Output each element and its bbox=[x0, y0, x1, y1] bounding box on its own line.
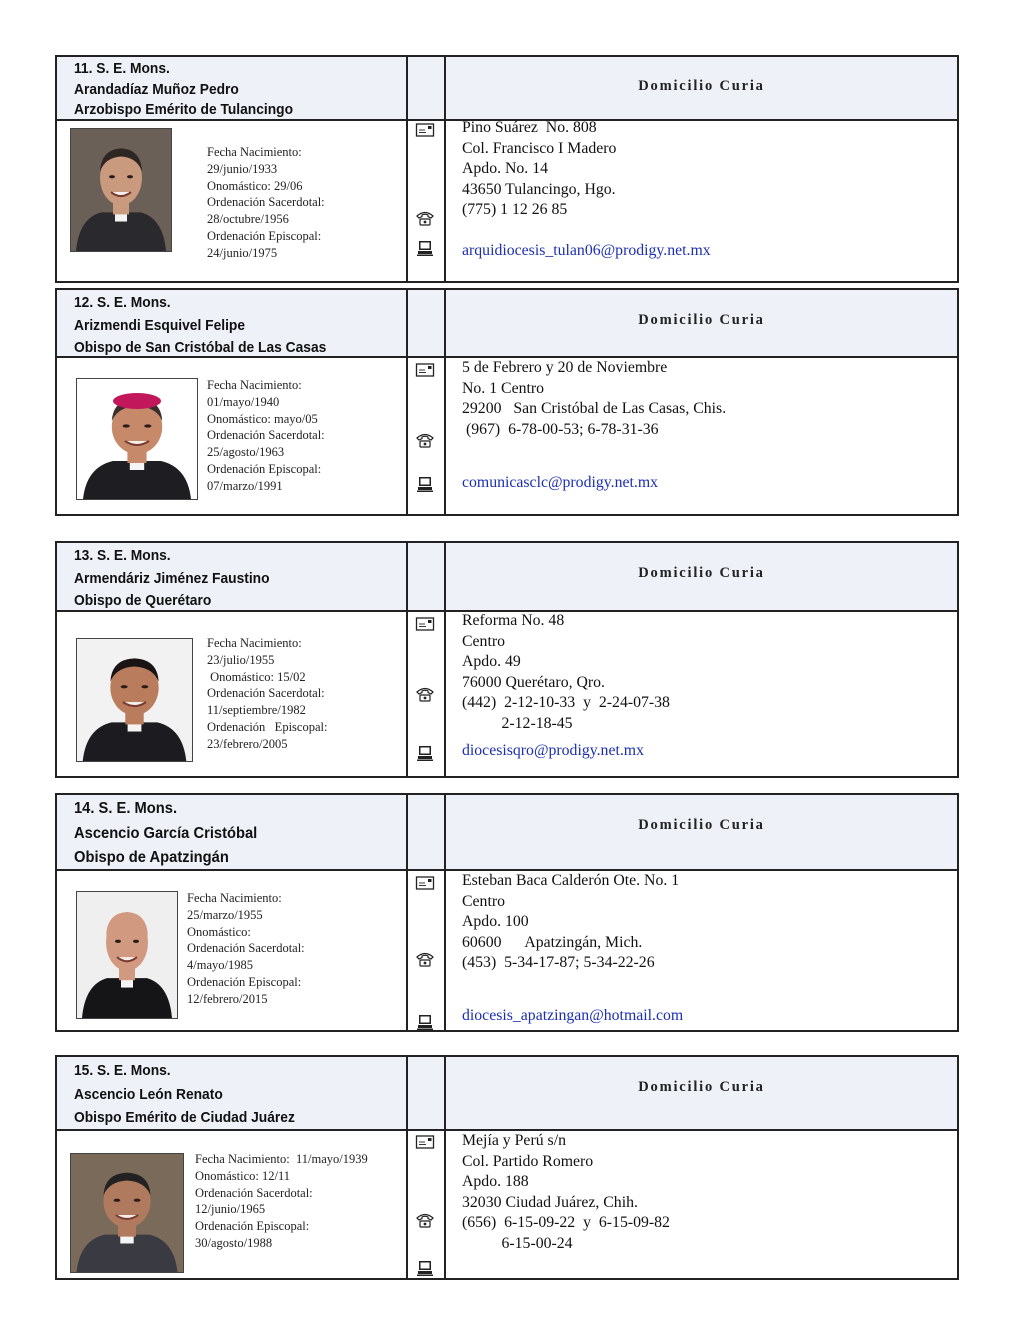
address-line: 6-15-00-24 bbox=[462, 1234, 573, 1252]
address-block bbox=[462, 118, 616, 221]
date-line: Fecha Nacimiento: bbox=[207, 145, 302, 159]
mail-icon bbox=[415, 361, 435, 379]
column-divider bbox=[406, 795, 408, 1030]
address-line: Esteban Baca Calderón Ote. No. 1 bbox=[462, 872, 680, 889]
date-line: Fecha Nacimiento: 11/mayo/1939 bbox=[195, 1152, 368, 1166]
date-line: 07/marzo/1991 bbox=[207, 478, 283, 493]
date-line: 29/junio/1933 bbox=[207, 161, 278, 176]
entry-card bbox=[55, 793, 959, 1032]
date-line: Ordenación Episcopal: bbox=[207, 461, 322, 476]
address-line: Apdo. No. 14 bbox=[462, 160, 549, 178]
bishop-number: 15. S. E. Mons. bbox=[74, 1062, 171, 1079]
date-line: Fecha Nacimiento: bbox=[187, 891, 282, 905]
bishop-title: Obispo de Querétaro bbox=[74, 592, 212, 609]
address-line: (656) 6-15-09-22 y 6-15-09-82 bbox=[462, 1214, 670, 1232]
address-line: (442) 2-12-10-33 y 2-24-07-38 bbox=[462, 694, 670, 712]
address-line: 2-12-18-45 bbox=[462, 714, 573, 732]
computer-icon bbox=[415, 475, 435, 493]
date-line: Onomástico: 12/11 bbox=[195, 1168, 291, 1183]
bishop-number: 12. S. E. Mons. bbox=[74, 294, 171, 311]
date-line: 25/marzo/1955 bbox=[187, 907, 263, 922]
date-line: 12/febrero/2015 bbox=[187, 991, 268, 1006]
email-link[interactable]: diocesisqro@prodigy.net.mx bbox=[462, 742, 644, 759]
address-line: Pino Suárez No. 808 bbox=[462, 119, 597, 136]
date-line: 11/septiembre/1982 bbox=[207, 703, 306, 718]
mail-icon bbox=[415, 121, 435, 139]
bishop-name-block bbox=[74, 59, 312, 121]
bishop-photo bbox=[76, 638, 193, 762]
date-line: 28/octubre/1956 bbox=[207, 212, 289, 227]
bishop-title: Obispo Emérito de Ciudad Juárez bbox=[74, 1109, 295, 1126]
bishop-dates bbox=[207, 635, 327, 753]
address-line: 76000 Querétaro, Qro. bbox=[462, 673, 606, 691]
bishop-name: Arandadíaz Muñoz Pedro bbox=[74, 80, 239, 98]
bishop-name: Ascencio García Cristóbal bbox=[74, 824, 258, 842]
bishop-name-block bbox=[74, 545, 287, 613]
email-link[interactable]: comunicasclc@prodigy.net.mx bbox=[462, 474, 659, 491]
date-line: 12/junio/1965 bbox=[195, 1202, 266, 1217]
date-line: 23/febrero/2005 bbox=[207, 736, 288, 751]
bishop-number: 11. S. E. Mons. bbox=[74, 60, 170, 77]
address-block bbox=[462, 1131, 670, 1255]
date-line: Ordenación Sacerdotal: bbox=[187, 941, 305, 956]
email-link[interactable]: diocesis_apatzingan@hotmail.com bbox=[462, 1007, 684, 1024]
phone-icon bbox=[415, 685, 435, 703]
date-line: 01/mayo/1940 bbox=[207, 394, 280, 409]
date-line: Ordenación Episcopal: bbox=[207, 228, 322, 243]
address-block bbox=[462, 871, 679, 974]
bishop-name-block bbox=[74, 797, 273, 871]
address-line: 5 de Febrero y 20 de Noviembre bbox=[462, 359, 668, 376]
phone-icon bbox=[415, 431, 435, 449]
column-divider bbox=[406, 57, 408, 281]
entry-card bbox=[55, 1055, 959, 1280]
address-line: No. 1 Centro bbox=[462, 379, 545, 397]
address-line: Reforma No. 48 bbox=[462, 612, 565, 629]
bishop-photo bbox=[70, 128, 172, 252]
date-line: Ordenación Sacerdotal: bbox=[195, 1185, 313, 1200]
computer-icon bbox=[415, 1013, 435, 1031]
date-line: Ordenación Sacerdotal: bbox=[207, 195, 325, 210]
address-line: Col. Partido Romero bbox=[462, 1152, 594, 1170]
address-line: Apdo. 49 bbox=[462, 653, 521, 671]
mail-icon bbox=[415, 1133, 435, 1151]
date-line: 30/agosto/1988 bbox=[195, 1235, 273, 1250]
domicilio-curia-label: Domicilio Curia bbox=[638, 78, 765, 94]
bishop-photo bbox=[76, 378, 198, 500]
bishop-title: Arzobispo Emérito de Tulancingo bbox=[74, 101, 294, 118]
entry-card bbox=[55, 288, 959, 516]
bishop-name-block bbox=[74, 292, 348, 360]
bishop-dates bbox=[207, 144, 325, 262]
date-line: Ordenación Episcopal: bbox=[195, 1219, 310, 1234]
phone-icon bbox=[415, 950, 435, 968]
address-line: Apdo. 100 bbox=[462, 913, 529, 931]
bishop-number: 14. S. E. Mons. bbox=[74, 800, 178, 817]
date-line: 4/mayo/1985 bbox=[187, 958, 253, 973]
computer-icon bbox=[415, 239, 435, 257]
address-line: 32030 Ciudad Juárez, Chih. bbox=[462, 1193, 638, 1211]
mail-icon bbox=[415, 874, 435, 892]
entry-card bbox=[55, 55, 959, 283]
bishop-dates bbox=[187, 890, 305, 1008]
bishop-title: Obispo de Apatzingán bbox=[74, 849, 229, 866]
bishop-title: Obispo de San Cristóbal de Las Casas bbox=[74, 339, 327, 356]
bishop-dates bbox=[207, 377, 325, 495]
date-line: Ordenación Episcopal: bbox=[187, 974, 302, 989]
bishop-name-block bbox=[74, 1059, 314, 1130]
domicilio-curia-label: Domicilio Curia bbox=[638, 312, 765, 328]
computer-icon bbox=[415, 1259, 435, 1277]
column-divider bbox=[406, 290, 408, 514]
address-line: Centro bbox=[462, 892, 505, 910]
address-line: (453) 5-34-17-87; 5-34-22-26 bbox=[462, 954, 655, 972]
bishop-name: Armendáriz Jiménez Faustino bbox=[74, 569, 270, 587]
address-line: 43650 Tulancingo, Hgo. bbox=[462, 180, 616, 198]
domicilio-curia-label: Domicilio Curia bbox=[638, 817, 765, 833]
date-line: Onomástico: 29/06 bbox=[207, 178, 303, 193]
date-line: Ordenación Sacerdotal: bbox=[207, 428, 325, 443]
date-line: 25/agosto/1963 bbox=[207, 445, 285, 460]
address-line: Centro bbox=[462, 632, 505, 650]
column-divider bbox=[406, 1057, 408, 1278]
domicilio-curia-label: Domicilio Curia bbox=[638, 565, 765, 581]
date-line: Ordenación Episcopal: bbox=[207, 719, 328, 734]
address-line: 29200 San Cristóbal de Las Casas, Chis. bbox=[462, 400, 727, 418]
domicilio-curia-label: Domicilio Curia bbox=[638, 1079, 765, 1095]
address-block bbox=[462, 358, 726, 440]
date-line: Onomástico: mayo/05 bbox=[207, 411, 318, 426]
computer-icon bbox=[415, 744, 435, 762]
bishop-photo bbox=[70, 1153, 184, 1273]
address-line: (967) 6-78-00-53; 6-78-31-36 bbox=[462, 420, 659, 438]
date-line: Onomástico: bbox=[187, 924, 251, 939]
bishop-name: Arizmendi Esquivel Felipe bbox=[74, 316, 246, 334]
email-link[interactable]: arquidiocesis_tulan06@prodigy.net.mx bbox=[462, 242, 711, 259]
phone-icon bbox=[415, 1211, 435, 1229]
date-line: Onomástico: 15/02 bbox=[207, 669, 306, 684]
bishop-number: 13. S. E. Mons. bbox=[74, 547, 171, 564]
address-line: Col. Francisco I Madero bbox=[462, 139, 617, 157]
date-line: 23/julio/1955 bbox=[207, 652, 275, 667]
phone-icon bbox=[415, 209, 435, 227]
mail-icon bbox=[415, 615, 435, 633]
bishop-dates bbox=[195, 1151, 368, 1252]
bishop-name: Ascencio León Renato bbox=[74, 1085, 223, 1103]
column-divider bbox=[406, 543, 408, 776]
bishop-photo bbox=[76, 891, 178, 1019]
date-line: Ordenación Sacerdotal: bbox=[207, 686, 325, 701]
address-block bbox=[462, 611, 670, 735]
entry-card bbox=[55, 541, 959, 778]
date-line: 24/junio/1975 bbox=[207, 245, 278, 260]
date-line: Fecha Nacimiento: bbox=[207, 378, 302, 392]
address-line: 60600 Apatzingán, Mich. bbox=[462, 933, 643, 951]
address-line: Apdo. 188 bbox=[462, 1173, 529, 1191]
date-line: Fecha Nacimiento: bbox=[207, 636, 302, 650]
address-line: (775) 1 12 26 85 bbox=[462, 201, 568, 219]
address-line: Mejía y Perú s/n bbox=[462, 1132, 566, 1149]
